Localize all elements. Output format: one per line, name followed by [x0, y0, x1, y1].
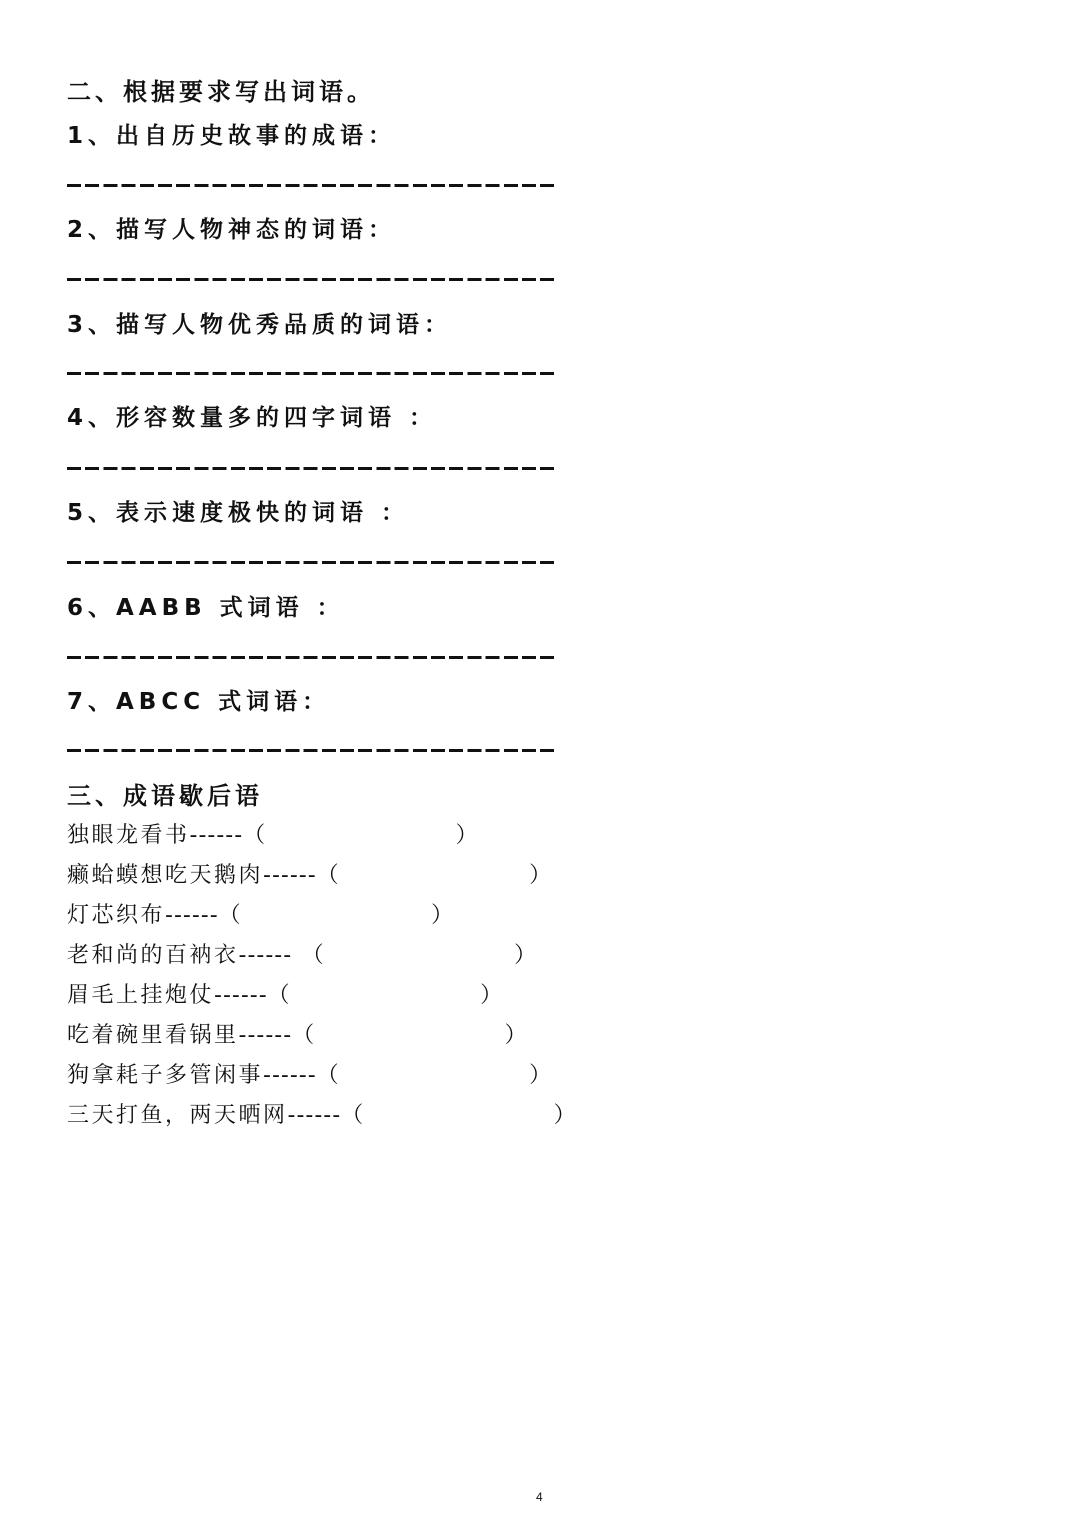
open-paren: （ — [316, 1063, 342, 1088]
idiom-text: 独眼龙看书 — [67, 823, 190, 848]
dashes: ------ — [189, 823, 244, 848]
answer-blank-3[interactable] — [67, 372, 558, 375]
idiom-text: 灯芯织布 — [67, 903, 166, 928]
close-paren: ） — [529, 1063, 554, 1088]
close-paren: ） — [431, 903, 456, 928]
open-paren: （ — [267, 983, 293, 1008]
question-3: 3、描写人物优秀品质的词语： — [67, 312, 453, 338]
question-7: 7、ABCC 式词语： — [67, 689, 331, 715]
question-2: 2、描写人物神态的词语： — [67, 217, 397, 243]
close-paren: ） — [455, 823, 481, 848]
close-paren: ） — [480, 983, 505, 1008]
idiom-text: 眉毛上挂炮仗 — [67, 983, 215, 1008]
idiom-text: 三天打鱼，两天晒网 — [67, 1103, 288, 1128]
idiom-row — [67, 898, 456, 929]
idiom-text: 狗拿耗子多管闲事 — [67, 1063, 264, 1088]
idiom-row — [67, 1018, 529, 1049]
answer-blank-2[interactable] — [67, 278, 558, 281]
idiom-text: 癞蛤蟆想吃天鹅肉 — [67, 863, 264, 888]
answer-blank-6[interactable] — [67, 656, 558, 659]
idiom-row — [67, 978, 505, 1009]
open-paren: （ — [341, 1103, 366, 1128]
close-paren: ） — [553, 1103, 579, 1128]
idiom-row — [67, 938, 539, 969]
idiom-text: 吃着碗里看锅里 — [67, 1023, 239, 1048]
idiom-text: 老和尚的百衲衣 — [67, 943, 239, 968]
dashes: ------ — [263, 863, 317, 888]
idiom-row — [67, 1058, 554, 1089]
open-paren: （ — [292, 1023, 317, 1048]
close-paren: ） — [504, 1023, 530, 1048]
close-paren: ） — [514, 943, 539, 968]
dashes: ------ — [214, 983, 268, 1008]
open-paren: （ — [316, 863, 342, 888]
page-number: 4 — [536, 1490, 543, 1504]
question-1: 1、出自历史故事的成语： — [67, 123, 397, 149]
open-paren: （ — [301, 943, 327, 968]
open-paren: （ — [218, 903, 244, 928]
section-3-heading: 三、成语歇后语 — [67, 782, 263, 810]
question-6: 6、AABB 式词语 ： — [67, 595, 345, 621]
idiom-row — [67, 1098, 578, 1129]
section-2-heading: 二、根据要求写出词语。 — [67, 78, 375, 106]
answer-blank-5[interactable] — [67, 561, 558, 564]
idiom-row — [67, 858, 554, 889]
answer-blank-7[interactable] — [67, 749, 558, 752]
dashes: ------ — [287, 1103, 342, 1128]
open-paren: （ — [243, 823, 268, 848]
dashes: ------ — [238, 943, 293, 968]
question-5: 5、表示速度极快的词语 ： — [67, 500, 410, 526]
answer-blank-1[interactable] — [67, 184, 558, 187]
idiom-row — [67, 818, 480, 849]
dashes: ------ — [263, 1063, 317, 1088]
question-4: 4、形容数量多的四字词语 ： — [67, 405, 438, 431]
dashes: ------ — [165, 903, 219, 928]
close-paren: ） — [529, 863, 554, 888]
dashes: ------ — [238, 1023, 293, 1048]
answer-blank-4[interactable] — [67, 467, 558, 470]
